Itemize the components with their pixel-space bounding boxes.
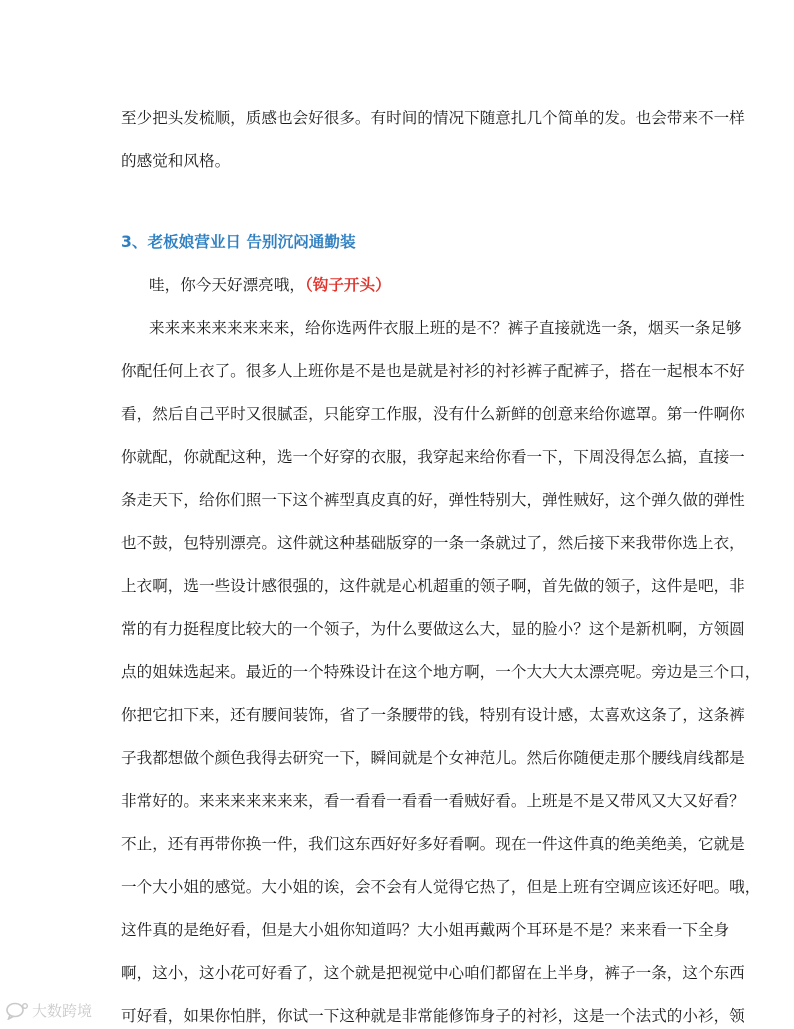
chat-bubble-icon (6, 1002, 28, 1020)
body-line: 不止，还有再带你换一件，我们这东西好好多好看啊。现在一件这件真的绝美绝美，它就是 (121, 835, 745, 853)
body-line: 也不鼓，包特别漂亮。这件就这种基础版穿的一条一条就过了，然后接下来我带你选上衣， (121, 534, 745, 552)
body-line: 这件真的是绝好看，但是大小姐你知道吗？大小姐再戴两个耳环是不是？来来看一下全身 (121, 921, 730, 939)
hook-annotation: （钩子开头） (304, 276, 391, 294)
body-line: 你配任何上衣了。很多人上班你是不是也是就是衬衫的衬衫裤子配裤子，搭在一起根本不好 (121, 362, 745, 380)
body-line: 常的有力挺程度比较大的一个领子，为什么要做这么大，显的脸小？这个是新机啊，方领圆 (121, 620, 745, 638)
body-line: 上衣啊，选一些设计感很强的，这件就是心机超重的领子啊，首先做的领子，这件是吧，非 (121, 577, 745, 595)
body-line: 啊，这小，这小花可好看了，这个就是把视觉中心咱们都留在上半身，裤子一条，这个东西 (121, 964, 745, 982)
body-line: 看，然后自己平时又很腻歪，只能穿工作服，没有什么新鲜的创意来给你遮罩。第一件啊你 (121, 405, 745, 423)
body-line: 可好看，如果你怕胖，你试一下这种就是非常能修饰身子的衬衫，这是一个法式的小衫，领 (121, 1007, 745, 1025)
opening-line (149, 275, 391, 295)
body-line: 条走天下，给你们照一下这个裤型真皮真的好，弹性特别大，弹性贼好，这个弹久做的弹性 (121, 491, 745, 509)
body-line: 点的姐妹选起来。最近的一个特殊设计在这个地方啊，一个大大大太漂亮呢。旁边是三个口， (121, 663, 761, 681)
intro-line-1: 至少把头发梳顺，质感也会好很多。有时间的情况下随意扎几个简单的发。也会带来不一样 (121, 109, 745, 127)
body-line: 非常好的。来来来来来来来，看一看看一看看一看贼好看。上班是不是又带风又大又好看？ (121, 792, 745, 810)
watermark (6, 1000, 92, 1021)
body-line: 来来来来来来来来来，给你选两件衣服上班的是不？裤子直接就选一条，烟买一条足够 (149, 319, 742, 337)
watermark-text: 大数跨境 (32, 1002, 93, 1020)
body-line: 你把它扣下来，还有腰间装饰，省了一条腰带的钱，特别有设计感，太喜欢这条了，这条裤 (121, 706, 745, 724)
body-line: 你就配，你就配这种，选一个好穿的衣服，我穿起来给你看一下，下周没得怎么搞，直接一 (121, 448, 745, 466)
body-line: 一个大小姐的感觉。大小姐的诶，会不会有人觉得它热了，但是上班有空调应该还好吧。哦， (121, 878, 761, 896)
body-line: 子我都想做个颜色我得去研究一下，瞬间就是个女神范儿。然后你随便走那个腰线肩线都是 (121, 749, 745, 767)
intro-line-2: 的感觉和风格。 (121, 152, 231, 170)
section-heading: 3、老板娘营业日 告别沉闷通勤装 (121, 233, 356, 251)
opening-text: 哇，你今天好漂亮哦， (149, 276, 305, 294)
